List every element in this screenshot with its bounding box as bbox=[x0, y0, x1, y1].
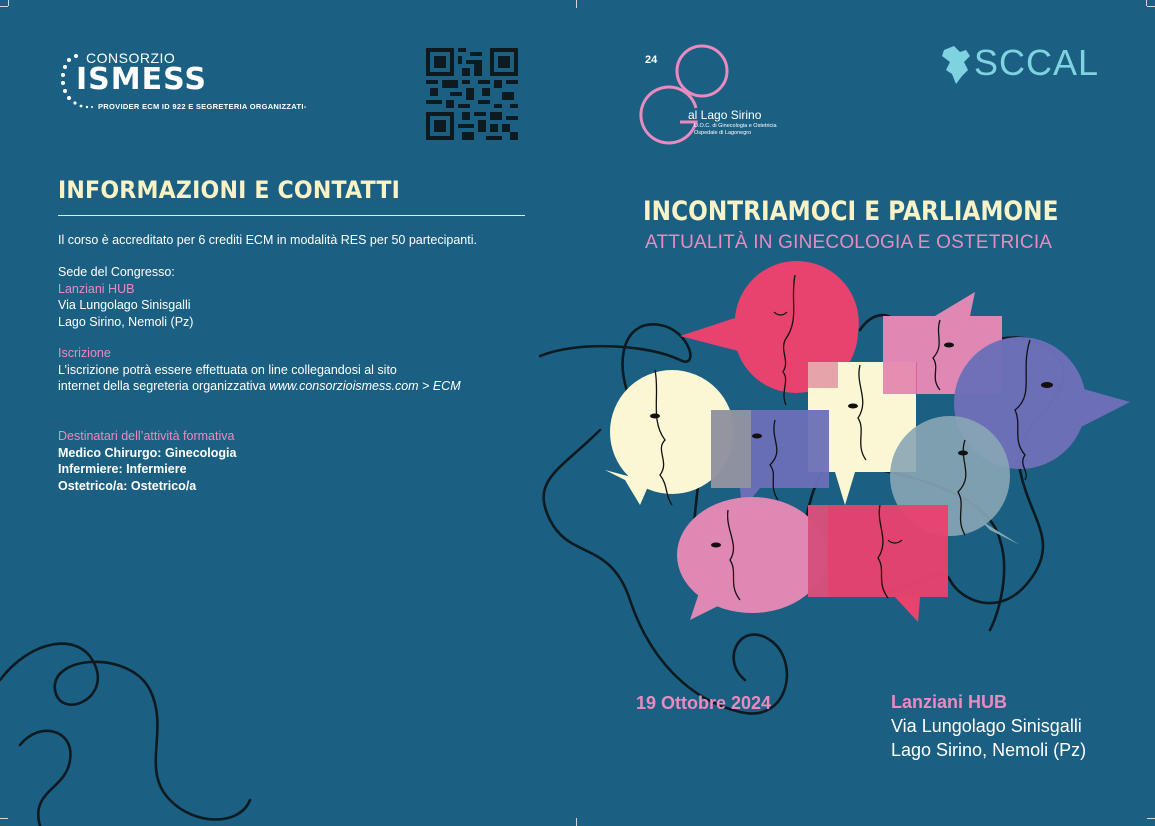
go-logo-unit-line1: U.O.C. di Ginecologia e Ostetricia bbox=[694, 123, 777, 129]
event-venue-city: Lago Sirino, Nemoli (Pz) bbox=[891, 740, 1087, 760]
logo-ismess-text: ISMESS bbox=[76, 62, 207, 97]
info-section-title: INFORMAZIONI E CONTATTI bbox=[58, 176, 401, 204]
qr-code-icon[interactable] bbox=[426, 48, 518, 140]
event-venue-name: Lanziani HUB bbox=[891, 692, 1008, 712]
crop-mark bbox=[576, 818, 577, 826]
event-venue-street: Via Lungolago Sinisgalli bbox=[891, 716, 1082, 736]
go-logo-number: 24 bbox=[645, 54, 658, 66]
crop-mark bbox=[1147, 818, 1155, 819]
audience-label: Destinatari dell’attività formativa bbox=[58, 429, 235, 443]
title-divider bbox=[58, 215, 525, 216]
crop-mark bbox=[0, 6, 8, 7]
crop-mark bbox=[0, 818, 8, 819]
page-title: INCONTRIAMOCI E PARLIAMONE bbox=[643, 196, 1059, 227]
audience-item: Medico Chirurgo: Ginecologia bbox=[58, 445, 237, 460]
sccal-logo bbox=[940, 42, 1115, 92]
go-lago-sirino-logo bbox=[630, 40, 810, 150]
crop-mark bbox=[576, 0, 577, 8]
audience-block bbox=[58, 428, 236, 494]
venue-city: Lago Sirino, Nemoli (Pz) bbox=[58, 314, 194, 329]
go-logo-name: al Lago Sirino bbox=[688, 108, 762, 122]
crop-mark bbox=[8, 0, 9, 6]
venue-name: Lanziani HUB bbox=[58, 281, 135, 296]
accreditation-text: Il corso è accreditato per 6 crediti ECM in modalità RES per 50 partecipanti. bbox=[58, 233, 477, 247]
sccal-logo-text: SCCAL bbox=[974, 42, 1100, 83]
registration-line2 bbox=[58, 378, 461, 395]
audience-item: Infermiere: Infermiere bbox=[58, 462, 187, 476]
venue-label: Sede del Congresso: bbox=[58, 265, 175, 279]
crop-mark bbox=[1146, 0, 1147, 6]
registration-link[interactable]: www.consorzioismess.com bbox=[269, 379, 419, 393]
registration-suffix: > ECM bbox=[418, 379, 461, 393]
registration-line1: L’iscrizione potrà essere effettuata on line collegandosi al sito bbox=[58, 362, 397, 377]
registration-prefix: internet della segreteria organizzativa bbox=[58, 379, 270, 393]
consorzio-ismess-logo bbox=[56, 48, 326, 118]
audience-item: Ostetrico/a: Ostetrico/a bbox=[58, 478, 197, 493]
region-map-icon bbox=[940, 44, 976, 86]
go-logo-unit bbox=[694, 123, 777, 137]
logo-provider-line: PROVIDER ECM ID 922 E SEGRETERIA ORGANIZZATI- bbox=[98, 102, 307, 111]
registration-label: Iscrizione bbox=[58, 346, 111, 360]
page-subtitle: ATTUALITÀ IN GINECOLOGIA E OSTETRICIA bbox=[645, 232, 1053, 253]
registration-block bbox=[58, 345, 461, 395]
go-logo-unit-line2: Ospedale di Lagonegro bbox=[694, 130, 752, 136]
venue-block bbox=[58, 264, 193, 330]
logo-consorzio-text: CONSORZIO bbox=[86, 50, 176, 66]
crop-mark bbox=[1147, 6, 1155, 7]
event-date: 19 Ottobre 2024 bbox=[636, 693, 772, 713]
venue-street: Via Lungolago Sinisgalli bbox=[58, 298, 191, 312]
